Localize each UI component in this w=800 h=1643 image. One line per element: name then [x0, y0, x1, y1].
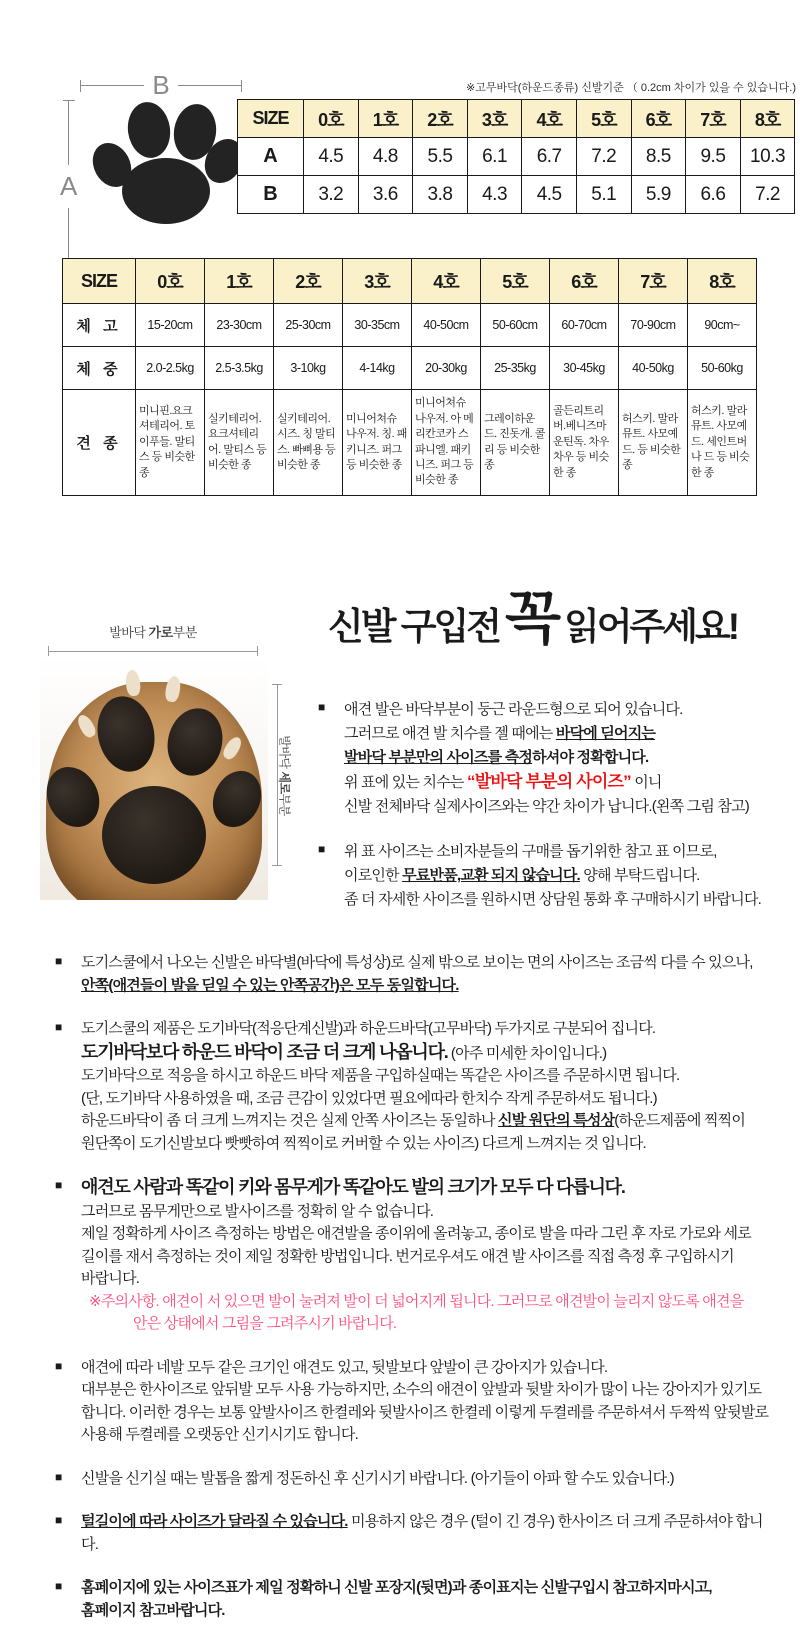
table-cell: 6.1: [467, 138, 522, 176]
breed-size-table: [62, 258, 756, 496]
notice-text: 도기스쿨에서 나오는 신발은 바닥별(바닥에 특성상)로 실제 밖으로 보이는 면의 사이즈는 조금씩 다를 수 있으나, 안쪽(애견들이 발을 딛일 수 있는 안쪽공간)은 모두 동일합니다.: [81, 954, 753, 994]
table-header-cell: SIZE: [238, 100, 304, 138]
horizontal-measure-label: 발바닥 가로부분: [109, 625, 197, 640]
table-header-cell: 2호: [274, 259, 343, 304]
notice-item: [318, 698, 796, 819]
notice-item: [55, 952, 771, 997]
row-label-cell: B: [238, 176, 304, 214]
table-cell: 4.5: [304, 138, 359, 176]
table-row: [63, 347, 757, 390]
table-cell: 그레이하운 드. 진돗개. 콜리 등 비슷한 종: [481, 390, 550, 496]
table-cell: 4-14kg: [343, 347, 412, 390]
notice-list-side: [318, 698, 796, 933]
table-cell: 50-60kg: [688, 347, 757, 390]
table-cell: 미니어쳐슈 나우저. 칭. 패키니즈. 퍼그 등 비슷한 종: [343, 390, 412, 496]
table-cell: 3.2: [304, 176, 359, 214]
table-cell: 9.5: [686, 138, 741, 176]
table-cell: 70-90cm: [619, 304, 688, 347]
table-cell: 20-30kg: [412, 347, 481, 390]
row-label-cell: A: [238, 138, 304, 176]
notice-item: [55, 1468, 771, 1491]
table-cell: 골든리트리 버.베니즈마 운틴독. 차우차우 등 비슷한 종: [550, 390, 619, 496]
table-header-cell: 6호: [631, 100, 686, 138]
table-cell: 4.3: [467, 176, 522, 214]
notice-heading: [328, 586, 798, 651]
rubber-sole-note: ※고무바닥(하운드종류) 신발기준 （ 0.2cm 차이가 있을 수 있습니다.): [465, 82, 796, 94]
table-row: [63, 304, 757, 347]
notice-text: 털길이에 따라 사이즈가 달라질 수 있습니다. 미용하지 않은 경우 (털이 긴 경우) 한사이즈 더 크게 주문하셔야 합니다.: [81, 1513, 763, 1553]
table-row: [238, 138, 795, 176]
table-cell: 25-30cm: [274, 304, 343, 347]
table-header-cell: 0호: [304, 100, 359, 138]
bullet-square-icon: ■: [55, 954, 62, 968]
table-cell: 2.5-3.5kg: [205, 347, 274, 390]
notice-text: 홈페이지에 있는 사이즈표가 제일 정확하니 신발 포장지(뒷면)과 종이표지는 신발구입시 참고하지마시고, 홈페이지 참고바랍니다.: [81, 1579, 712, 1619]
table-cell: 3-10kg: [274, 347, 343, 390]
table-cell: 실키테리어. 요크셔테리어. 말티스 등 비슷한 종: [205, 390, 274, 496]
table-cell: 10.3: [740, 138, 795, 176]
paw-photo: [40, 656, 268, 900]
table-cell: 3.8: [413, 176, 468, 214]
table-cell: 5.1: [576, 176, 631, 214]
height-measure-line: [60, 100, 77, 272]
table-cell: 40-50cm: [412, 304, 481, 347]
vertical-measure-label: 발바닥 세로부분: [277, 735, 292, 816]
table-cell: 60-70cm: [550, 304, 619, 347]
table-header-cell: 7호: [686, 100, 741, 138]
notice-item: [55, 1176, 771, 1336]
table-header-cell: 7호: [619, 259, 688, 304]
table-cell: 5.9: [631, 176, 686, 214]
notice-item: [55, 1357, 771, 1447]
row-label-cell: 체 중: [63, 347, 136, 390]
paw-size-table: [237, 99, 795, 214]
table-cell: 실키테리어. 시즈. 칭 말티스. 빠삐용 등 비슷한 종: [274, 390, 343, 496]
bullet-square-icon: ■: [55, 1469, 62, 1484]
bullet-square-icon: ■: [55, 1020, 62, 1034]
measure-label-a: A: [60, 170, 78, 201]
notice-item: [55, 1577, 771, 1622]
bullet-square-icon: ■: [55, 1358, 62, 1373]
table-header-cell: 3호: [343, 259, 412, 304]
table-cell: 4.5: [522, 176, 577, 214]
table-row: [63, 390, 757, 496]
table-header-cell: 4호: [522, 100, 577, 138]
bullet-square-icon: ■: [55, 1579, 62, 1593]
table-cell: 4.8: [358, 138, 413, 176]
notice-text: 애견 발은 바닥부분이 둥근 라운드형으로 되어 있습니다. 그러므로 애견 발 치수를 젤 때에는 바닥에 딛어지는 발바닥 부분만의 사이즈를 측정하셔야 정확합니다. 위 표에 있는 치수는 “발바닥 부분의 사이즈” 이니 신발 전체바닥 실제사이즈와는 약간 차이가 납니다.(왼쪽 그림 참고): [344, 701, 749, 815]
table-cell: 30-45kg: [550, 347, 619, 390]
size-diagram: [52, 58, 242, 228]
heading-pre: 신발 구입전: [328, 606, 499, 648]
table-header-cell: 6호: [550, 259, 619, 304]
table-cell: 3.6: [358, 176, 413, 214]
table-cell: 50-60cm: [481, 304, 550, 347]
table-cell: 30-35cm: [343, 304, 412, 347]
table-cell: 허스키. 말라뮤트. 사모예드. 등 비슷한 종: [619, 390, 688, 496]
notice-item: [55, 1511, 771, 1556]
table-header-cell: 3호: [467, 100, 522, 138]
notice-item: [55, 1018, 771, 1155]
bullet-square-icon: ■: [55, 1513, 62, 1527]
notice-item: [318, 840, 796, 912]
bullet-square-icon: ■: [55, 1178, 62, 1192]
table-header-cell: 1호: [205, 259, 274, 304]
row-label-cell: 견 종: [63, 390, 136, 496]
table-header-cell: 8호: [688, 259, 757, 304]
table-header-cell: 4호: [412, 259, 481, 304]
table-cell: 15-20cm: [136, 304, 205, 347]
table-cell: 90cm~: [688, 304, 757, 347]
table-cell: 미니어쳐슈 나우저. 아 메리칸코카 스파니엘. 패키니즈. 퍼그 등 비슷한 종: [412, 390, 481, 496]
notice-text: 신발을 신기실 때는 발톱을 짧게 정돈하신 후 신기시기 바랍니다. (아기들이 아파 할 수도 있습니다.): [81, 1469, 674, 1487]
table-header-cell: 5호: [576, 100, 631, 138]
notice-text: 애견에 따라 네발 모두 같은 크기인 애견도 있고, 뒷발보다 앞발이 큰 강아지가 있습니다. 대부분은 한사이즈로 앞뒤발 모두 사용 가능하지만, 소수의 애견이 앞발과 뒷발 차이가 많이 나는 강아지가 있기도 합니다. 이러한 경우는 보통 앞발사이즈 한켤레와 뒷발사이즈 한켤레 이렇게 두켤레를 주문하셔서 두짝씩 앞뒷발로 사용해 두켤레를 오랫동안 신기시기도 합니다.: [81, 1358, 769, 1443]
notice-list-main: [55, 952, 771, 1643]
heading-post: 읽어주세요!: [564, 606, 738, 648]
table-cell: 6.7: [522, 138, 577, 176]
bullet-square-icon: ■: [318, 842, 325, 856]
table-header-cell: SIZE: [63, 259, 136, 304]
table-cell: 미니핀.요크 셔테리어. 토이푸들. 말티스 등 비슷한 종: [136, 390, 205, 496]
heading-emphasis: 꼭: [505, 586, 559, 651]
bullet-square-icon: ■: [318, 700, 325, 714]
table-header-cell: 5호: [481, 259, 550, 304]
table-cell: 23-30cm: [205, 304, 274, 347]
table-cell: 7.2: [740, 176, 795, 214]
table-row: [238, 176, 795, 214]
notice-text: 도기스쿨의 제품은 도기바닥(적응단계신발)과 하운드바닥(고무바닥) 두가지로 구분되어 집니다. 도기바닥보다 하운드 바닥이 조금 더 크게 나옵니다. (아주 미세한 차이입니다.) 도기바닥으로 적응을 하시고 하운드 바닥 제품을 구입하실때는 똑같은 사이즈를 주문하시면 됩니다. (단, 도기바닥 사용하였을 때, 조금 큰감이 있었다면 필요에따라 한치수 작게 주문하셔도 됩니다.) 하운드바닥이 좀 더 크게 느껴지는 것은 실제 안쪽 사이즈는 동일하나 신발 원단의 특성상(하운드제품에 찍찍이 원단쪽이 도기신발보다 빳빳하여 찍찍이로 커버할 수 있는 사이즈) 다르게 느껴지는 것 입니다.: [81, 1020, 746, 1152]
notice-text: 위 표 사이즈는 소비자분들의 구매를 돕기위한 참고 표 이므로, 이로인한 무료반품,교환 되지 않습니다. 양해 부탁드립니다. 좀 더 자세한 사이즈를 원하시면 상담원 통화 후 구매하시기 바랍니다.: [344, 843, 761, 908]
table-header-cell: 0호: [136, 259, 205, 304]
horizontal-measure-line: [48, 646, 258, 656]
table-cell: 허스키. 말라뮤트. 사모예드. 세인트버나 드 등 비슷한 종: [688, 390, 757, 496]
width-measure-line: [80, 70, 242, 101]
row-label-cell: 체 고: [63, 304, 136, 347]
table-header-cell: 2호: [413, 100, 468, 138]
table-cell: 7.2: [576, 138, 631, 176]
table-header-cell: 1호: [358, 100, 413, 138]
table-cell: 25-35kg: [481, 347, 550, 390]
paw-print-icon: [94, 100, 234, 225]
table-cell: 40-50kg: [619, 347, 688, 390]
table-cell: 8.5: [631, 138, 686, 176]
measure-label-b: B: [152, 70, 170, 100]
table-header-cell: 8호: [740, 100, 795, 138]
notice-text: 애견도 사람과 똑같이 키와 몸무게가 똑같아도 발의 크기가 모두 다 다릅니다. 그러므로 몸무게만으로 발사이즈를 정확히 알 수 없습니다. 제일 정확하게 사이즈 측정하는 방법은 애견발을 종이위에 올려놓고, 종이로 발을 따라 그린 후 자로 가로와 세로 길이를 재서 측정하는 것이 제일 정확한 방법입니다. 번거로우셔도 애견 발 사이즈를 직접 측정 후 구입하시기 바랍니다. ※주의사항. 애견이 서 있으면 발이 눌려져 발이 더 넓어지게 됩니다. 그러므로 애견발이 늘리지 않도록 애견을 안은 상태에서 그림을 그려주시기 바랍니다.: [81, 1177, 751, 1332]
table-cell: 2.0-2.5kg: [136, 347, 205, 390]
table-cell: 6.6: [686, 176, 741, 214]
table-cell: 5.5: [413, 138, 468, 176]
